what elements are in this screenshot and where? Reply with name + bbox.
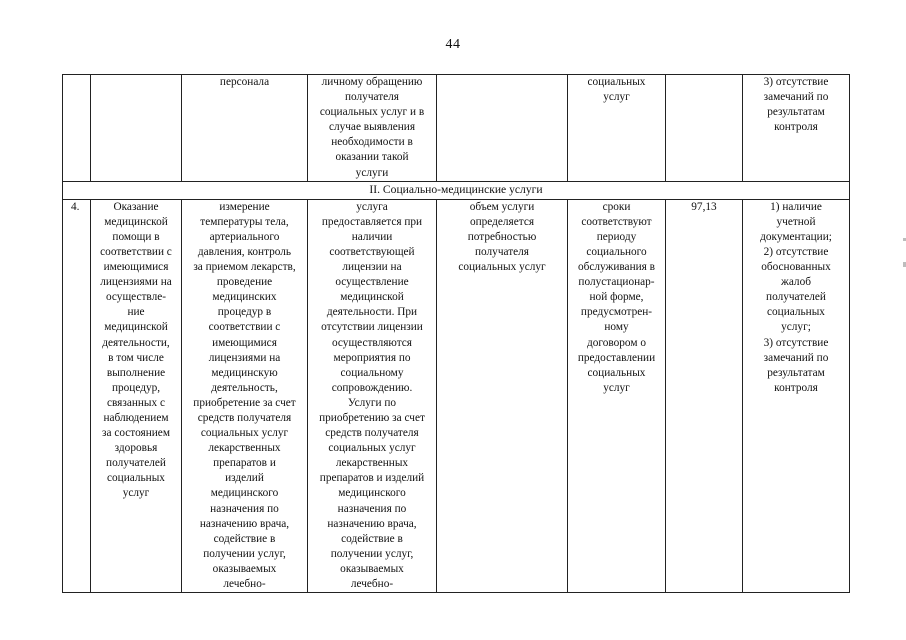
cell-line: имеющимися bbox=[103, 261, 169, 274]
cell-line: медицинских bbox=[212, 291, 277, 304]
cell-line: получателя bbox=[344, 91, 400, 104]
page-number: 44 bbox=[445, 37, 461, 52]
cell-line: соответствуют bbox=[581, 215, 652, 228]
cell-line: предоставлении bbox=[577, 351, 656, 364]
cell-line: социальных услуг bbox=[458, 261, 546, 274]
cell-line: сроки bbox=[602, 200, 631, 213]
cell-volume bbox=[437, 75, 568, 182]
cell-line: средств получателя bbox=[197, 411, 292, 424]
cell-line: лечебно- bbox=[223, 578, 266, 590]
cell-line: деятельность, bbox=[211, 381, 278, 394]
cell-line: сопровождению. bbox=[331, 381, 413, 394]
cell-line: оказании такой bbox=[335, 151, 409, 164]
cell-line: давления, контроль bbox=[197, 245, 292, 258]
cell-line: жалоб bbox=[781, 276, 811, 289]
cell-description bbox=[182, 199, 308, 592]
cell-line: процедур, bbox=[111, 381, 161, 394]
cell-line: получателя bbox=[474, 245, 530, 258]
cell-line: получении услуг, bbox=[330, 547, 414, 560]
cell-line: получателей bbox=[106, 457, 166, 470]
cell-line: помощи в bbox=[112, 230, 160, 243]
cell-line: препаратов и bbox=[213, 457, 276, 470]
cell-line: периоду bbox=[596, 230, 637, 243]
cell-line: персонала bbox=[219, 76, 270, 88]
cell-line: документации; bbox=[760, 230, 832, 243]
cell-line: изделий bbox=[225, 472, 264, 485]
cell-tariff: 97,13 bbox=[666, 199, 743, 592]
cell-terms bbox=[568, 75, 666, 182]
cell-line: услуги bbox=[355, 166, 389, 179]
cell-line: назначению врача, bbox=[199, 517, 290, 530]
cell-line: услуг bbox=[122, 487, 150, 500]
cell-line: случае выявления bbox=[328, 121, 416, 134]
cell-line: содействие в bbox=[341, 532, 403, 545]
cell-line: полустационар- bbox=[578, 276, 655, 289]
cell-line: лекарственных bbox=[208, 442, 281, 455]
cell-line: социальных bbox=[107, 472, 165, 485]
cell-line: связанных с bbox=[106, 396, 166, 409]
cell-line: лечебно- bbox=[350, 578, 394, 590]
cell-line: обслуживания в bbox=[577, 261, 656, 274]
cell-line: ной форме, bbox=[589, 291, 644, 304]
cell-quality bbox=[743, 75, 850, 182]
cell-line: социальных услуг и в bbox=[319, 106, 425, 119]
cell-line: Услуги по bbox=[347, 396, 397, 409]
cell-line: предоставляется при bbox=[321, 215, 423, 228]
cell-line: осуществляются bbox=[332, 336, 412, 349]
cell-line: в том числе bbox=[108, 351, 164, 364]
cell-quality bbox=[743, 199, 850, 592]
cell-line: социальных услуг bbox=[328, 442, 416, 455]
cell-terms bbox=[568, 199, 666, 592]
cell-conditions bbox=[308, 75, 437, 182]
cell-line: приобретение за счет bbox=[193, 396, 296, 409]
cell-line: назначения по bbox=[210, 502, 279, 515]
services-table bbox=[62, 74, 850, 593]
cell-line: артериального bbox=[209, 230, 280, 243]
cell-line: за состоянием bbox=[102, 427, 170, 440]
cell-line: мероприятия по bbox=[333, 351, 411, 364]
cell-line: услуг bbox=[603, 381, 630, 394]
cell-service-name bbox=[91, 199, 182, 592]
cell-line: необходимости в bbox=[331, 136, 413, 149]
cell-line: социального bbox=[586, 245, 647, 258]
cell-line: социальных bbox=[587, 76, 646, 88]
cell-line: осуществление bbox=[335, 276, 409, 289]
cell-line: Оказание bbox=[113, 200, 159, 213]
cell-line: ние bbox=[127, 306, 145, 319]
section-row bbox=[63, 181, 850, 199]
section-title: II. Социально-медицинские услуги bbox=[63, 181, 850, 199]
cell-line: контроля bbox=[774, 381, 818, 394]
cell-line: учетной bbox=[776, 215, 816, 228]
cell-line: потребностью bbox=[467, 230, 537, 243]
cell-line: получателей bbox=[766, 291, 826, 304]
cell-line: содействие в bbox=[213, 532, 276, 545]
cell-line: 1) наличие bbox=[770, 200, 822, 213]
cell-line: соответствии с bbox=[100, 245, 172, 258]
cell-line: социальных bbox=[767, 306, 825, 319]
cell-line: препаратов и изделий bbox=[319, 472, 425, 485]
cell-line: соответствии с bbox=[208, 321, 281, 334]
cell-line: результатам bbox=[767, 106, 825, 119]
cell-line: лекарственных bbox=[335, 457, 409, 470]
cell-line: предусмотрен- bbox=[580, 306, 653, 319]
cell-line: за приемом лекарств, bbox=[193, 261, 296, 274]
cell-tariff bbox=[666, 75, 743, 182]
cell-line: наличии bbox=[351, 230, 393, 243]
cell-line: имеющимися bbox=[212, 336, 277, 349]
cell-line: лицензиями на bbox=[208, 351, 281, 364]
cell-line: медицинского bbox=[210, 487, 279, 500]
cell-line: договором о bbox=[586, 336, 646, 349]
cell-line: деятельности. При bbox=[326, 306, 418, 319]
cell-line: средств получателя bbox=[325, 427, 419, 440]
cell-line: услуг; bbox=[781, 321, 811, 334]
cell-line: объем услуги bbox=[469, 200, 535, 213]
cell-line: услуга bbox=[356, 200, 388, 213]
cell-line: оказываемых bbox=[340, 562, 404, 575]
cell-line: медицинской bbox=[340, 291, 404, 304]
cell-line: проведение bbox=[216, 276, 273, 289]
service-row bbox=[63, 199, 850, 592]
cell-line: измерение bbox=[219, 200, 270, 213]
cell-line: медицинской bbox=[104, 321, 168, 334]
cell-description bbox=[182, 75, 308, 182]
cell-line: температуры тела, bbox=[200, 215, 289, 228]
cell-line: ному bbox=[604, 321, 629, 334]
cell-number: 4. bbox=[63, 199, 91, 592]
cell-line: процедур в bbox=[217, 306, 272, 319]
cell-line: осуществле- bbox=[106, 291, 166, 304]
cell-service-name bbox=[91, 75, 182, 182]
cell-conditions bbox=[308, 199, 437, 592]
cell-line: выполнение bbox=[106, 366, 166, 379]
cell-line: назначения по bbox=[337, 502, 407, 515]
cell-line: услуг bbox=[603, 91, 630, 104]
cell-line: 3) отсутствие bbox=[763, 76, 829, 88]
cell-line: 2) отсутствие bbox=[763, 245, 829, 258]
cell-line: назначению врача, bbox=[327, 517, 417, 530]
cell-line: замечаний по bbox=[763, 91, 829, 104]
cell-line: результатам bbox=[767, 366, 825, 379]
cell-line: 3) отсутствие bbox=[763, 336, 829, 349]
cell-line: социальных bbox=[587, 366, 646, 379]
cell-line: личному обращению bbox=[321, 76, 423, 88]
cell-line: соответствующей bbox=[329, 245, 415, 258]
cell-line: социальных услуг bbox=[200, 427, 289, 440]
cell-line: приобретению за счет bbox=[319, 411, 425, 424]
continuation-row bbox=[63, 75, 850, 182]
cell-line: медицинскую bbox=[211, 366, 278, 379]
cell-line: обоснованных bbox=[761, 261, 831, 274]
cell-line: медицинской bbox=[104, 215, 168, 228]
cell-line: получении услуг, bbox=[203, 547, 286, 560]
cell-line: отсутствии лицензии bbox=[321, 321, 423, 334]
cell-line: медицинского bbox=[338, 487, 406, 500]
cell-line: социальному bbox=[340, 366, 404, 379]
cell-line: деятельности, bbox=[102, 336, 170, 349]
cell-line: замечаний по bbox=[763, 351, 829, 364]
cell-volume bbox=[437, 199, 568, 592]
cell-number bbox=[63, 75, 91, 182]
cell-line: определяется bbox=[469, 215, 535, 228]
cell-line: здоровья bbox=[114, 442, 158, 455]
cell-line: лицензии на bbox=[342, 261, 402, 274]
cell-line: контроля bbox=[774, 121, 818, 134]
cell-line: лицензиями на bbox=[100, 276, 172, 289]
cell-line: оказываемых bbox=[212, 562, 277, 575]
cell-line: наблюдением bbox=[103, 411, 169, 424]
